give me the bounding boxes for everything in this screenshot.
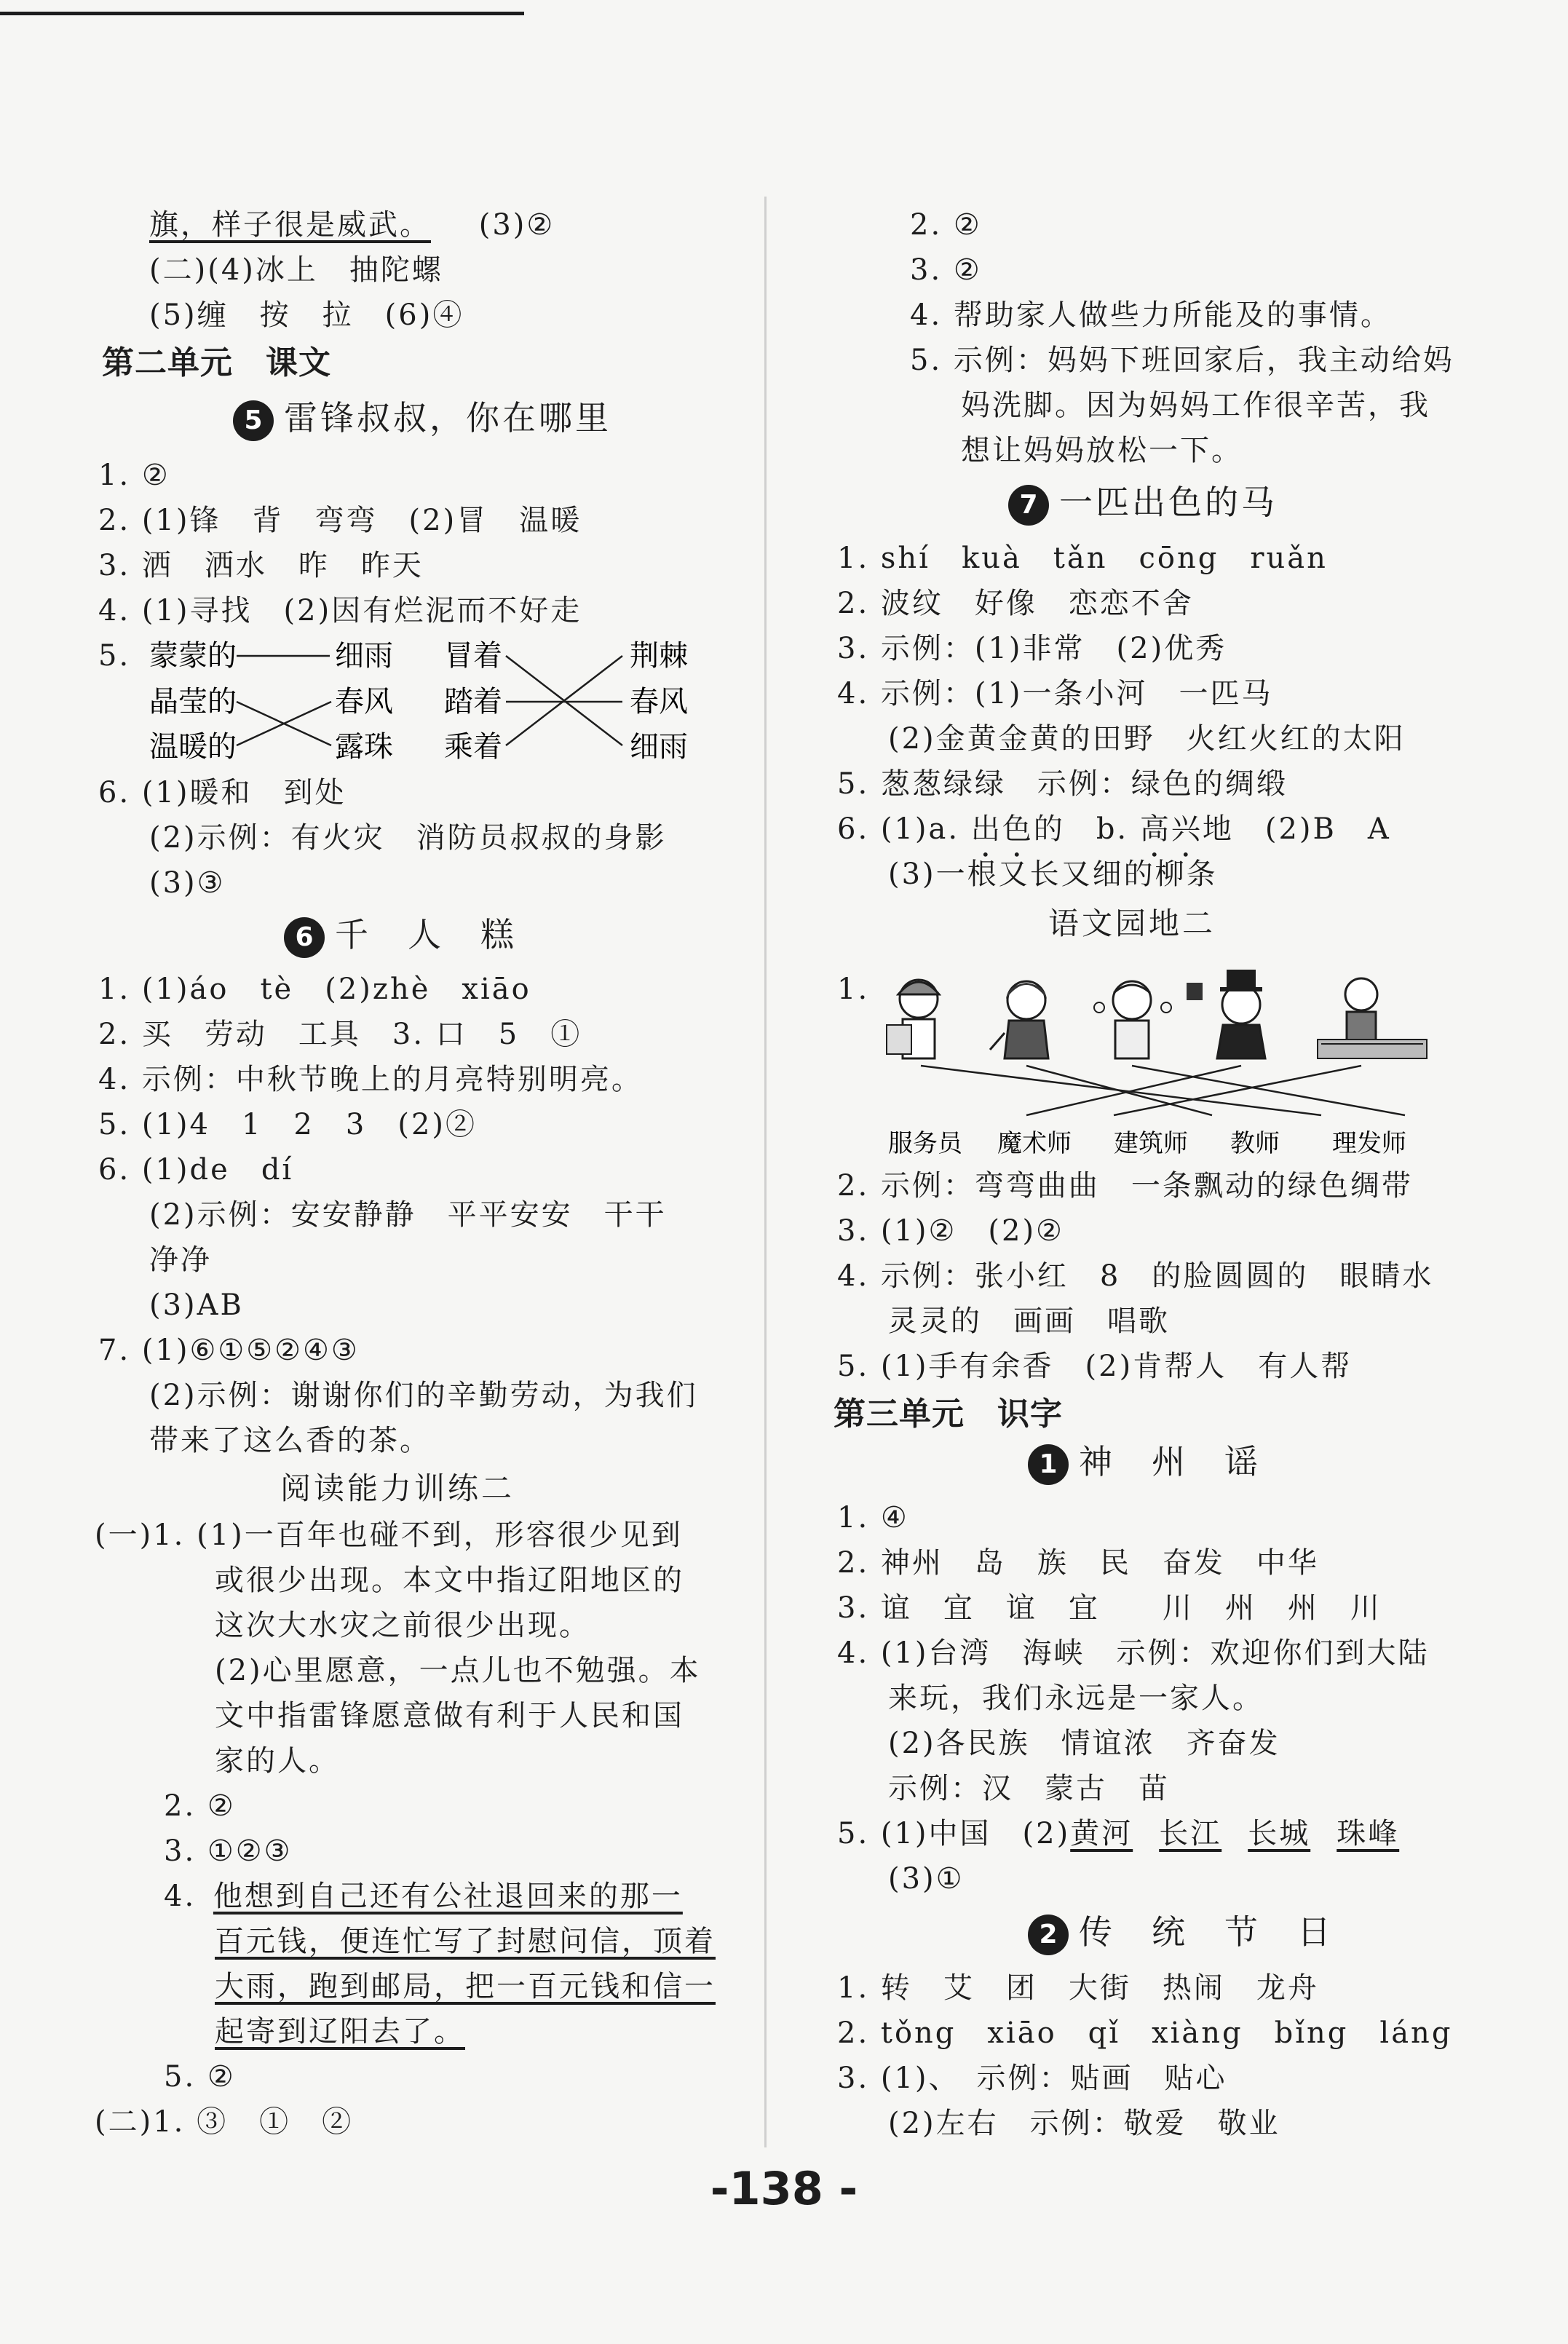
lesson-title: 2 传 统 节 日 xyxy=(1028,1910,1334,1954)
answer-line: (3)一根又长又细的柳条 xyxy=(888,858,1218,891)
answer-line: 2. 买 劳动 工具 3. 口 5 ① xyxy=(98,1018,582,1051)
answer-line: 1. 转 艾 团 大街 热闹 龙舟 xyxy=(837,1971,1319,2005)
match-verb-0: 冒着 xyxy=(444,639,502,673)
match-mid-1: 春风 xyxy=(335,685,393,718)
answer-line: (2)心里愿意，一点儿也不勉强。本 xyxy=(215,1654,701,1687)
answer-line: 4. (1)寻找 (2)因有烂泥而不好走 xyxy=(98,594,582,627)
teacher-illustration xyxy=(990,981,1048,1058)
answer-line: 3. 洒 洒水 昨 昨天 xyxy=(98,549,424,582)
answer-line: 文中指雷锋愿意做有利于人民和国 xyxy=(215,1699,684,1733)
top-rule xyxy=(0,12,524,15)
match-right-0: 荆棘 xyxy=(630,639,688,673)
answer-line: (2)示例：安安静静 平平安安 干干 xyxy=(149,1198,667,1232)
answer-line: (2)各民族 情谊浓 齐奋发 xyxy=(888,1727,1280,1760)
answer-line: 净净 xyxy=(149,1243,212,1277)
answer-line: 3. (1)② (2)② xyxy=(837,1214,1064,1248)
answer-line: 3. ①②③ xyxy=(164,1834,293,1868)
match-left-1: 晶莹的 xyxy=(149,685,237,718)
match-line xyxy=(1114,1066,1361,1115)
answer-line: 4. 示例：张小红 8 的脸圆圆的 眼睛水 xyxy=(837,1259,1434,1293)
answer-line: 1. (1)áo tè (2)zhè xiāo xyxy=(98,973,531,1006)
lesson-number-badge: 1 xyxy=(1028,1444,1069,1485)
answer-line: 来玩，我们永远是一家人。 xyxy=(888,1682,1264,1715)
answer-line: 灵灵的 画画 唱歌 xyxy=(888,1304,1170,1338)
matching-diagram xyxy=(149,633,746,771)
answer-line: 3. (1)、 示例：贴画 贴心 xyxy=(837,2062,1227,2095)
column-divider xyxy=(764,197,767,2147)
profession-matching-figure xyxy=(881,964,1478,1160)
answer-line: 想让妈妈放松一下。 xyxy=(961,434,1243,467)
answer-line: 2. ② xyxy=(164,1789,236,1823)
answer-line: 6. (1)暖和 到处 xyxy=(98,776,347,809)
answer-line: 示例：汉 蒙古 苗 xyxy=(888,1772,1170,1805)
answer-line: 1. ④ xyxy=(837,1501,909,1535)
lesson-number-badge: 6 xyxy=(284,917,325,958)
answer-line: (3)① xyxy=(888,1862,965,1896)
answer-line: (2)示例：谢谢你们的辛勤劳动，为我们 xyxy=(149,1379,698,1412)
answer-line: 5. xyxy=(98,639,131,673)
answer-line: 4. 示例：中秋节晚上的月亮特别明亮。 xyxy=(98,1063,643,1096)
answer-line: 3. 示例：(1)非常 (2)优秀 xyxy=(837,632,1227,665)
match-right-1: 春风 xyxy=(630,685,688,718)
match-left-0: 蒙蒙的 xyxy=(149,639,237,673)
answer-line: (一)1. (1)一百年也碰不到，形容很少见到 xyxy=(95,1519,683,1552)
lesson-number-badge: 2 xyxy=(1028,1915,1069,1955)
answer-line: (5)缠 按 拉 (6)④ xyxy=(149,298,464,332)
answer-line: (2)左右 示例：敬爱 敬业 xyxy=(888,2107,1280,2140)
answer-line: 3. ② xyxy=(910,253,982,287)
match-mid-0: 细雨 xyxy=(335,639,393,673)
answer-line: 6. (1)de dí xyxy=(98,1153,294,1187)
lesson-title: 1 神 州 谣 xyxy=(1028,1440,1261,1484)
answer-line: (3)AB xyxy=(149,1288,244,1322)
lesson-title: 7 一匹出色的马 xyxy=(1008,480,1278,524)
section-title: 阅读能力训练二 xyxy=(280,1470,515,1506)
answer-line: 5. 葱葱绿绿 示例：绿色的绸缎 xyxy=(837,767,1288,801)
answer-line: 3. 谊 宜 谊 宜 川 州 州 川 xyxy=(837,1591,1382,1625)
answer-line: 妈洗脚。因为妈妈工作很辛苦，我 xyxy=(961,389,1430,422)
match-verb-2: 乘着 xyxy=(444,730,502,764)
answer-line: 5. (1)中国 (2)黄河 长江 长城 珠峰 xyxy=(837,1817,1400,1850)
answer-line: 2. 神州 岛 族 民 奋发 中华 xyxy=(837,1546,1319,1580)
answer-line: (2)金黄金黄的田野 火红火红的太阳 xyxy=(888,722,1406,756)
answer-line: 1. ② xyxy=(98,459,170,492)
profession-label: 服务员 xyxy=(888,1129,962,1158)
answer-line: 起寄到辽阳去了。 xyxy=(215,2015,465,2048)
match-line xyxy=(1026,1066,1241,1115)
lesson-title: 6 千 人 糕 xyxy=(284,913,517,957)
answer-line: 大雨，跑到邮局，把一百元钱和信一 xyxy=(215,1970,716,2003)
answer-line: 5. 示例：妈妈下班回家后，我主动给妈 xyxy=(910,344,1454,377)
answer-line: 5. (1)4 1 2 3 (2)② xyxy=(98,1108,477,1141)
answer-line: 家的人。 xyxy=(215,1744,340,1778)
profession-label: 教师 xyxy=(1230,1129,1280,1158)
answer-line: 带来了这么香的茶。 xyxy=(149,1424,431,1457)
answer-line: 旗，样子很是威武。 (3)② xyxy=(149,208,555,242)
answer-line: 1. xyxy=(837,973,870,1006)
profession-label: 理发师 xyxy=(1332,1129,1406,1158)
section-title: 语文园地二 xyxy=(1048,906,1216,941)
lesson-number-badge: 7 xyxy=(1008,485,1049,526)
answer-line: 这次大水灾之前很少出现。 xyxy=(215,1609,590,1642)
builder-illustration xyxy=(887,980,939,1058)
answer-line: 2. tǒng xiāo qǐ xiàng bǐng láng xyxy=(837,2016,1453,2050)
answer-line: 2. (1)锋 背 弯弯 (2)冒 温暖 xyxy=(98,504,582,537)
answer-line: 4. 帮助家人做些力所能及的事情。 xyxy=(910,298,1392,332)
lesson-number-badge: 5 xyxy=(233,400,274,441)
profession-label: 魔术师 xyxy=(997,1129,1072,1158)
match-mid-2: 露珠 xyxy=(335,730,393,764)
barber-illustration xyxy=(1094,981,1171,1058)
match-verb-1: 踏着 xyxy=(444,685,502,718)
answer-line: 2. 波纹 好像 恋恋不舍 xyxy=(837,587,1194,620)
match-line xyxy=(1026,1066,1212,1115)
profession-label: 建筑师 xyxy=(1114,1129,1188,1158)
answer-line: (2)示例：有火灾 消防员叔叔的身影 xyxy=(149,821,667,855)
answer-line: 2. ② xyxy=(910,208,982,242)
waiter-illustration xyxy=(1318,978,1427,1058)
answer-line: 或很少出现。本文中指辽阳地区的 xyxy=(215,1564,684,1597)
answer-line: 百元钱，便连忙写了封慰问信，顶着 xyxy=(215,1925,716,1958)
answer-line: 5. ② xyxy=(164,2060,236,2094)
answer-line: 6. (1)a. 出色的 b. 高兴地 (2)B A xyxy=(837,812,1391,846)
answer-line: 4. 示例：(1)一条小河 一匹马 xyxy=(837,677,1273,710)
answer-line: (3)③ xyxy=(149,866,226,900)
match-left-2: 温暖的 xyxy=(149,730,237,764)
answer-line: 1. shí kuà tǎn cōng ruǎn xyxy=(837,542,1328,575)
match-right-2: 细雨 xyxy=(630,730,688,764)
answer-line: 4. (1)台湾 海峡 示例：欢迎你们到大陆 xyxy=(837,1636,1430,1670)
answer-line: 4. 他想到自己还有公社退回来的那一 xyxy=(164,1880,683,1913)
unit-heading: 第二单元 课文 xyxy=(102,344,331,381)
answer-line: 2. 示例：弯弯曲曲 一条飘动的绿色绸带 xyxy=(837,1169,1413,1203)
answer-line: (二)(4)冰上 抽陀螺 xyxy=(149,253,443,287)
lesson-title: 5 雷锋叔叔，你在哪里 xyxy=(233,396,611,440)
page-number: -138 - xyxy=(710,2162,858,2215)
answer-line: 5. (1)手有余香 (2)肯帮人 有人帮 xyxy=(837,1350,1353,1383)
answer-line: 7. (1)⑥①⑤②④③ xyxy=(98,1334,360,1367)
magician-illustration xyxy=(1187,970,1265,1058)
answer-line: (二)1. ③ ① ② xyxy=(95,2105,354,2139)
unit-heading: 第三单元 识字 xyxy=(834,1395,1063,1433)
